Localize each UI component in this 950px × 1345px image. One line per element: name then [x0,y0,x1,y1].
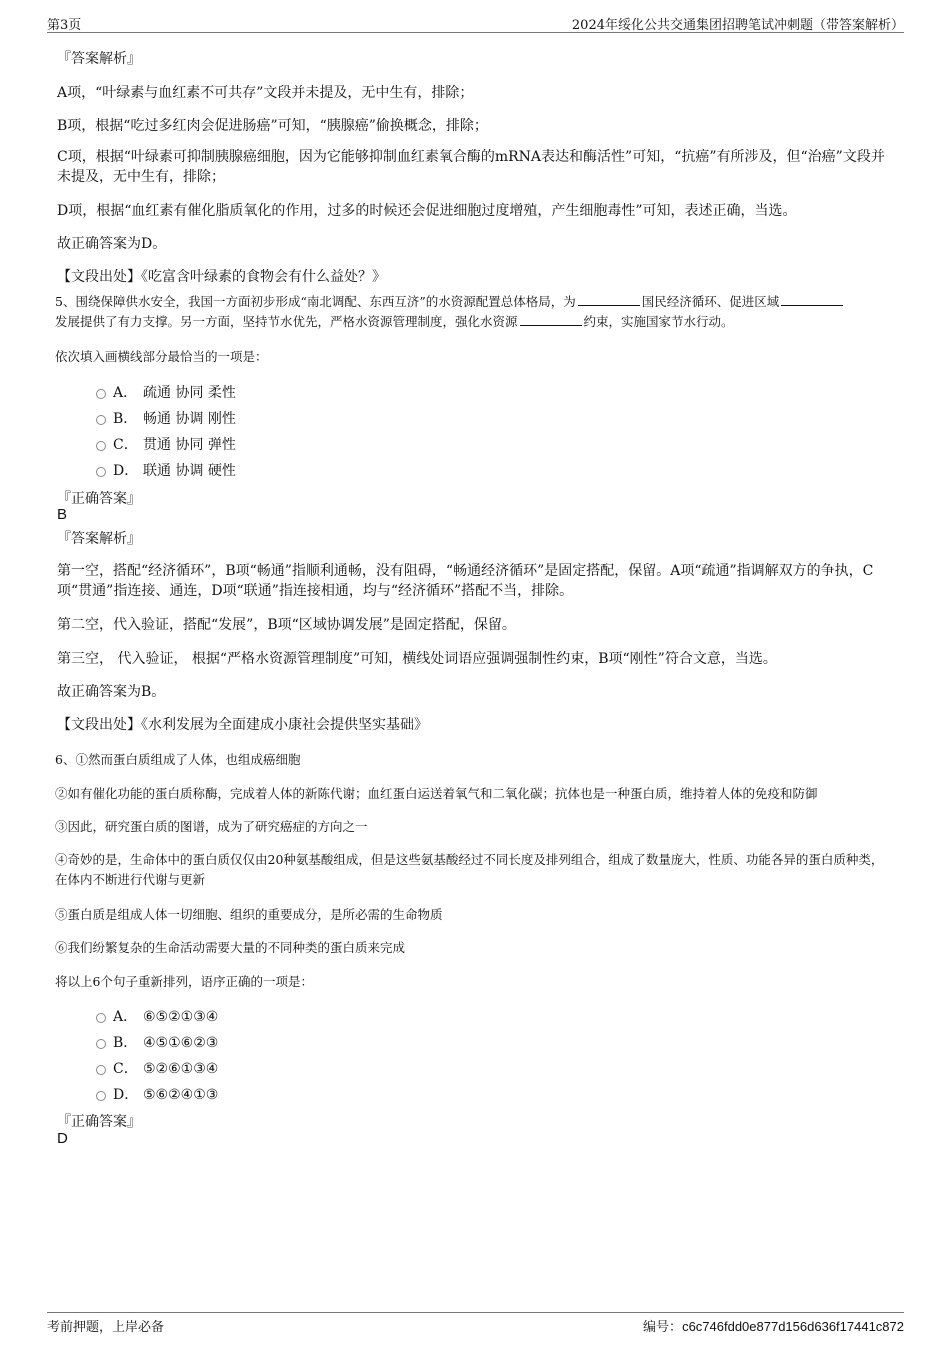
page-number: 第3页 [47,18,82,33]
page-header [47,14,904,33]
analysis-b: B项，根据“吃过多红肉会促进肠癌”可知，“胰腺癌”偷换概念，排除； [57,118,488,134]
question-6-prompt: 将以上6个句子重新排列，语序正确的一项是： [55,974,313,989]
answer-value: D [57,1130,68,1147]
option-b[interactable]: B． 畅通 协调 刚性 [96,408,236,428]
analysis-blank-1: 第一空，搭配“经济循环”，B项“畅通”指顺利通畅，没有阻碍，“畅通经济循环”是固定搭配，保留。A项“疏通”指调解双方的争执，C项“贯通”指连接、通连，D项“联通”指连接相通，均与“经济循环”搭配不当，排除。 [57,563,874,599]
source: 【文段出处】《吃富含叶绿素的食物会有什么益处？》 [57,269,386,285]
document-title: 2024年绥化公共交通集团招聘笔试冲刺题（带答案解析） [571,18,904,33]
option-d[interactable]: D． ⑤⑥②④①③ [96,1084,218,1104]
analysis-blank-3: 第三空， 代入验证， 根据“严格水资源管理制度”可知，横线处词语应强调强制性约束，B项“刚性”符合文意，当选。 [57,651,777,667]
radio-icon[interactable] [96,1065,106,1075]
sentence-2: ②如有催化功能的蛋白质称酶，完成着人体的新陈代谢；血红蛋白运送着氧气和二氧化碳；抗体也是一种蛋白质，维持着人体的免疫和防御 [55,786,818,801]
sentence-6: ⑥我们纷繁复杂的生命活动需要大量的不同种类的蛋白质来完成 [55,940,406,955]
analysis-a: A项，“叶绿素与血红素不可共存”文段并未提及，无中生有，排除； [57,85,474,101]
sentence-4: ④奇妙的是，生命体中的蛋白质仅仅由20种氨基酸组成，但是这些氨基酸经过不同长度及排列组合，组成了数量庞大，性质、功能各异的蛋白质种类，在体内不断进行代谢与更新 [55,852,884,887]
radio-icon[interactable] [96,389,106,399]
option-a[interactable]: A． ⑥⑤②①③④ [96,1006,218,1026]
analysis-blank-2: 第二空，代入验证，搭配“发展”，B项“区域协调发展”是固定搭配，保留。 [57,617,516,633]
answer-heading: 『正确答案』 [57,1114,141,1130]
sentence-1: 6、①然而蛋白质组成了人体，也组成癌细胞 [55,752,301,767]
analysis-d: D项，根据“血红素有催化脂质氧化的作用，过多的时候还会促进细胞过度增殖，产生细胞毒性”可知，表述正确，当选。 [57,203,797,219]
page-footer [47,1312,904,1335]
radio-icon[interactable] [96,1091,106,1101]
option-a[interactable]: A． 疏通 协同 柔性 [96,382,236,402]
radio-icon[interactable] [96,441,106,451]
question-5-prompt: 依次填入画横线部分最恰当的一项是： [55,349,268,364]
analysis-heading: 『答案解析』 [57,51,141,67]
radio-icon[interactable] [96,1039,106,1049]
option-d[interactable]: D． 联通 协调 硬性 [96,460,236,480]
footer-slogan: 考前押题，上岸必备 [47,1320,165,1335]
document-code: 编号：c6c746fdd0e877d156d636f17441c872 [643,1319,904,1335]
blank-3 [520,313,582,326]
sentence-5: ⑤蛋白质是组成人体一切细胞、组织的重要成分，是所必需的生命物质 [55,907,443,922]
conclusion: 故正确答案为B。 [57,684,166,700]
blank-2 [781,293,843,306]
radio-icon[interactable] [96,1013,106,1023]
question-5-stem: 5、围绕保障供水安全，我国一方面初步形成“南北调配、东西互济”的水资源配置总体格局，为 国民经济循环、促进区域 发展提供了有力支撑。另一方面，坚持节水优先，严格水资源管理制度，强化水资源 约束，实施国家节水行动。 [55,292,900,332]
analysis-c: C项，根据“叶绿素可抑制胰腺癌细胞，因为它能够抑制血红素氧合酶的mRNA表达和酶活性”可知，“抗癌”有所涉及，但“治癌”文段并未提及，无中生有，排除； [57,149,885,185]
option-c[interactable]: C． ⑤②⑥①③④ [96,1058,218,1078]
radio-icon[interactable] [96,415,106,425]
blank-1 [578,293,640,306]
radio-icon[interactable] [96,467,106,477]
conclusion: 故正确答案为D。 [57,236,167,252]
option-b[interactable]: B． ④⑤①⑥②③ [96,1032,218,1052]
answer-value: B [57,506,68,523]
answer-heading: 『正确答案』 [57,491,141,507]
source: 【文段出处】《水利发展为全面建成小康社会提供坚实基础》 [57,717,428,733]
analysis-heading: 『答案解析』 [57,531,141,547]
option-c[interactable]: C． 贯通 协同 弹性 [96,434,236,454]
sentence-3: ③因此，研究蛋白质的图谱，成为了研究癌症的方向之一 [55,819,368,834]
